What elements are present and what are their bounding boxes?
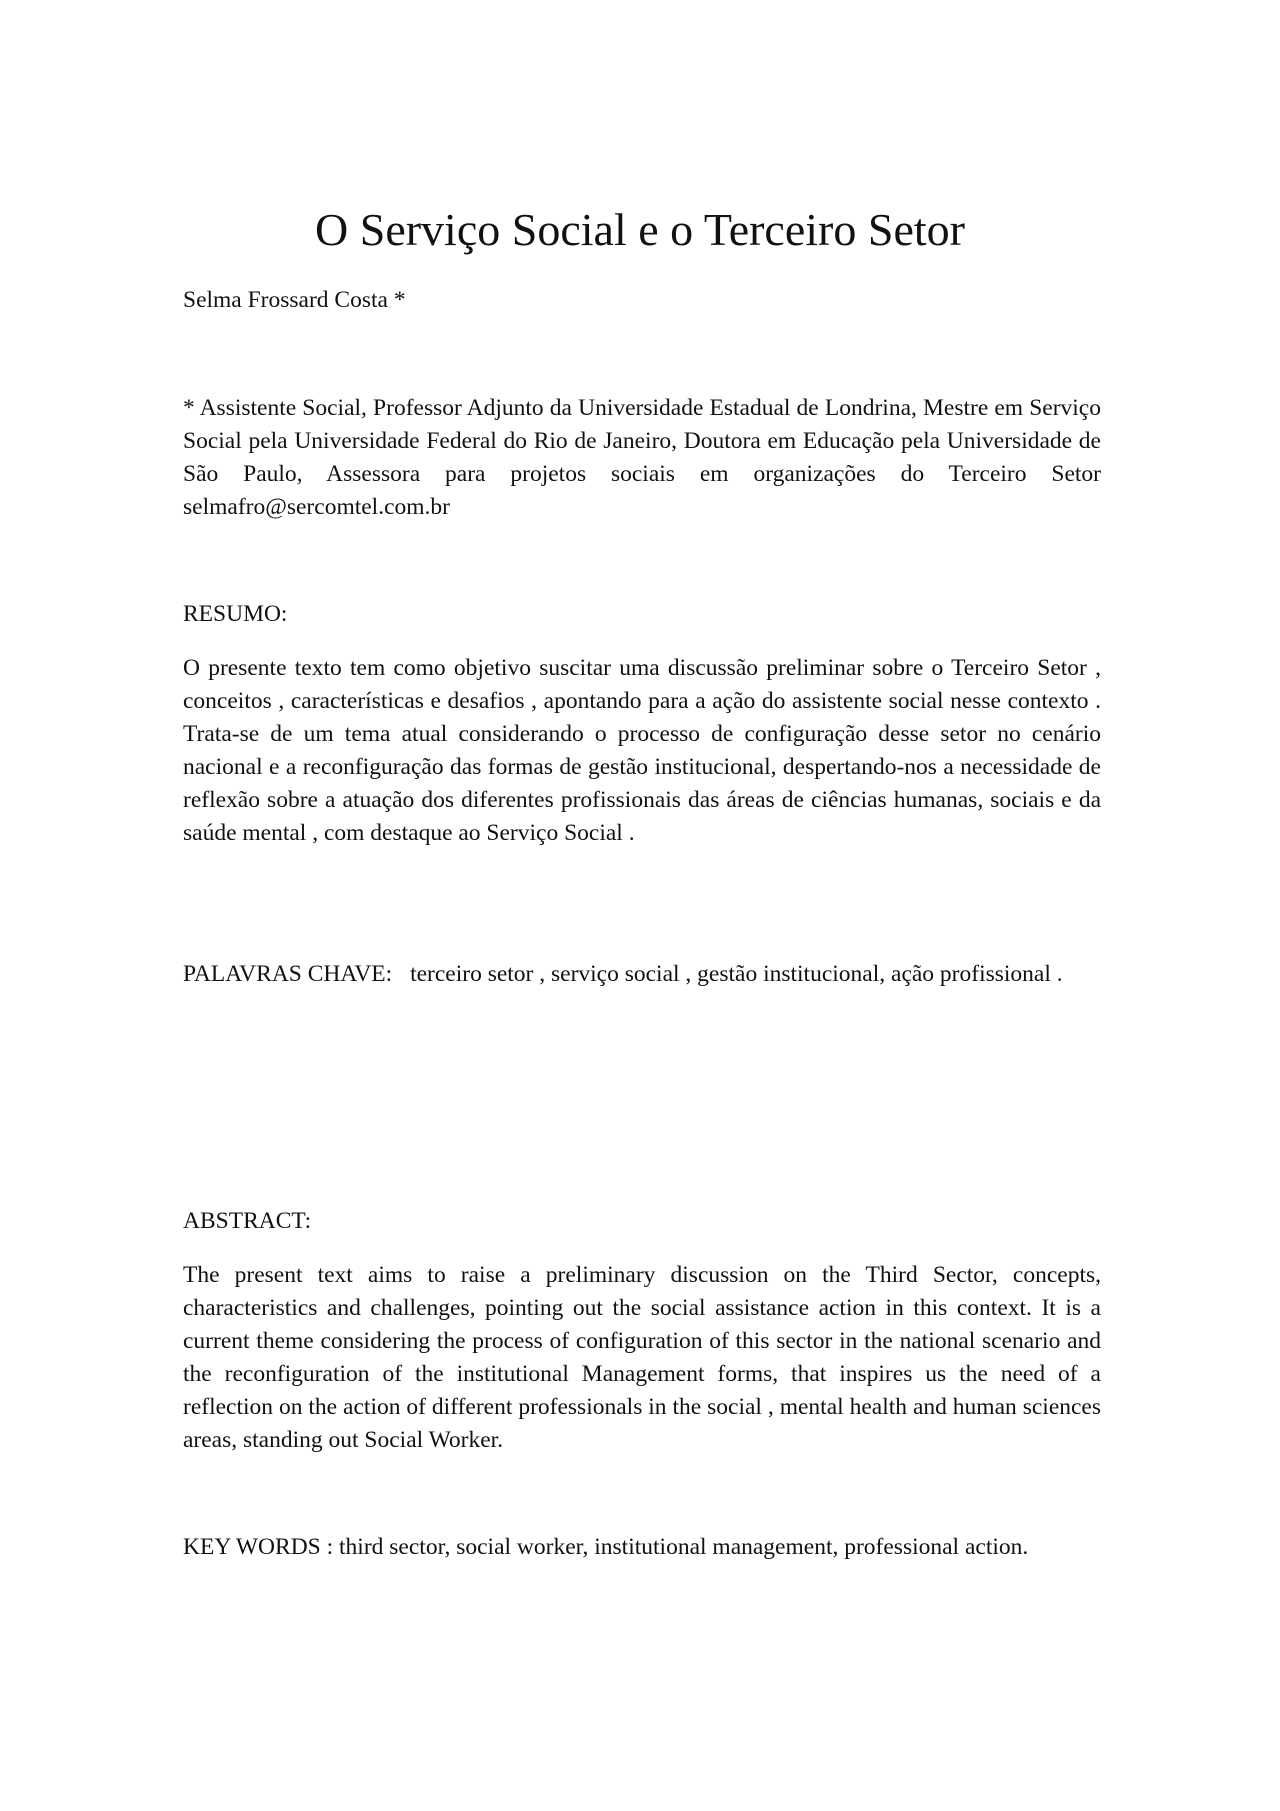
palavras-chave-value: terceiro setor , serviço social , gestão institucional, ação profissional .	[410, 961, 1063, 987]
key-words	[183, 1531, 1101, 1564]
key-words-label: KEY WORDS :	[183, 1534, 334, 1560]
abstract-text: The present text aims to raise a preliminary discussion on the Third Sector, concepts, characteristics and challenges, pointing out the social assistance action in this context. It is a current theme considering the process of configuration of this sector in the national scenario and the reconfiguration of the institutional Management forms, that inspires us the need of a reflection on the action of different professionals in the social , mental health and human sciences areas, standing out Social Worker.	[183, 1262, 1101, 1453]
key-words-value: third sector, social worker, institutional management, professional action.	[339, 1534, 1029, 1560]
palavras-chave-label: PALAVRAS CHAVE:	[183, 961, 393, 987]
author-name: Selma Frossard Costa *	[183, 287, 406, 313]
resumo-heading: RESUMO:	[183, 601, 288, 627]
paper-title: O Serviço Social e o Terceiro Setor	[315, 204, 965, 255]
abstract-heading: ABSTRACT:	[183, 1208, 312, 1234]
author-affiliation: * Assistente Social, Professor Adjunto da Universidade Estadual de Londrina, Mestre em Serviço Social pela Universidade Federal do Rio de Janeiro, Doutora em Educação pela Universidade de São Paulo, Assessora para projetos sociais em organizações do Terceiro Setor selmafro@sercomtel.com.br	[183, 395, 1101, 520]
palavras-chave	[183, 958, 1101, 991]
resumo-text: O presente texto tem como objetivo suscitar uma discussão preliminar sobre o Terceiro Setor , conceitos , características e desafios , apontando para a ação do assistente social nesse contexto . Trata-se de um tema atual considerando o processo de configuração desse setor no cenário nacional e a reconfiguração das formas de gestão institucional, despertando-nos a necessidade de reflexão sobre a atuação dos diferentes profissionais das áreas de ciências humanas, sociais e da saúde mental , com destaque ao Serviço Social .	[183, 655, 1101, 846]
